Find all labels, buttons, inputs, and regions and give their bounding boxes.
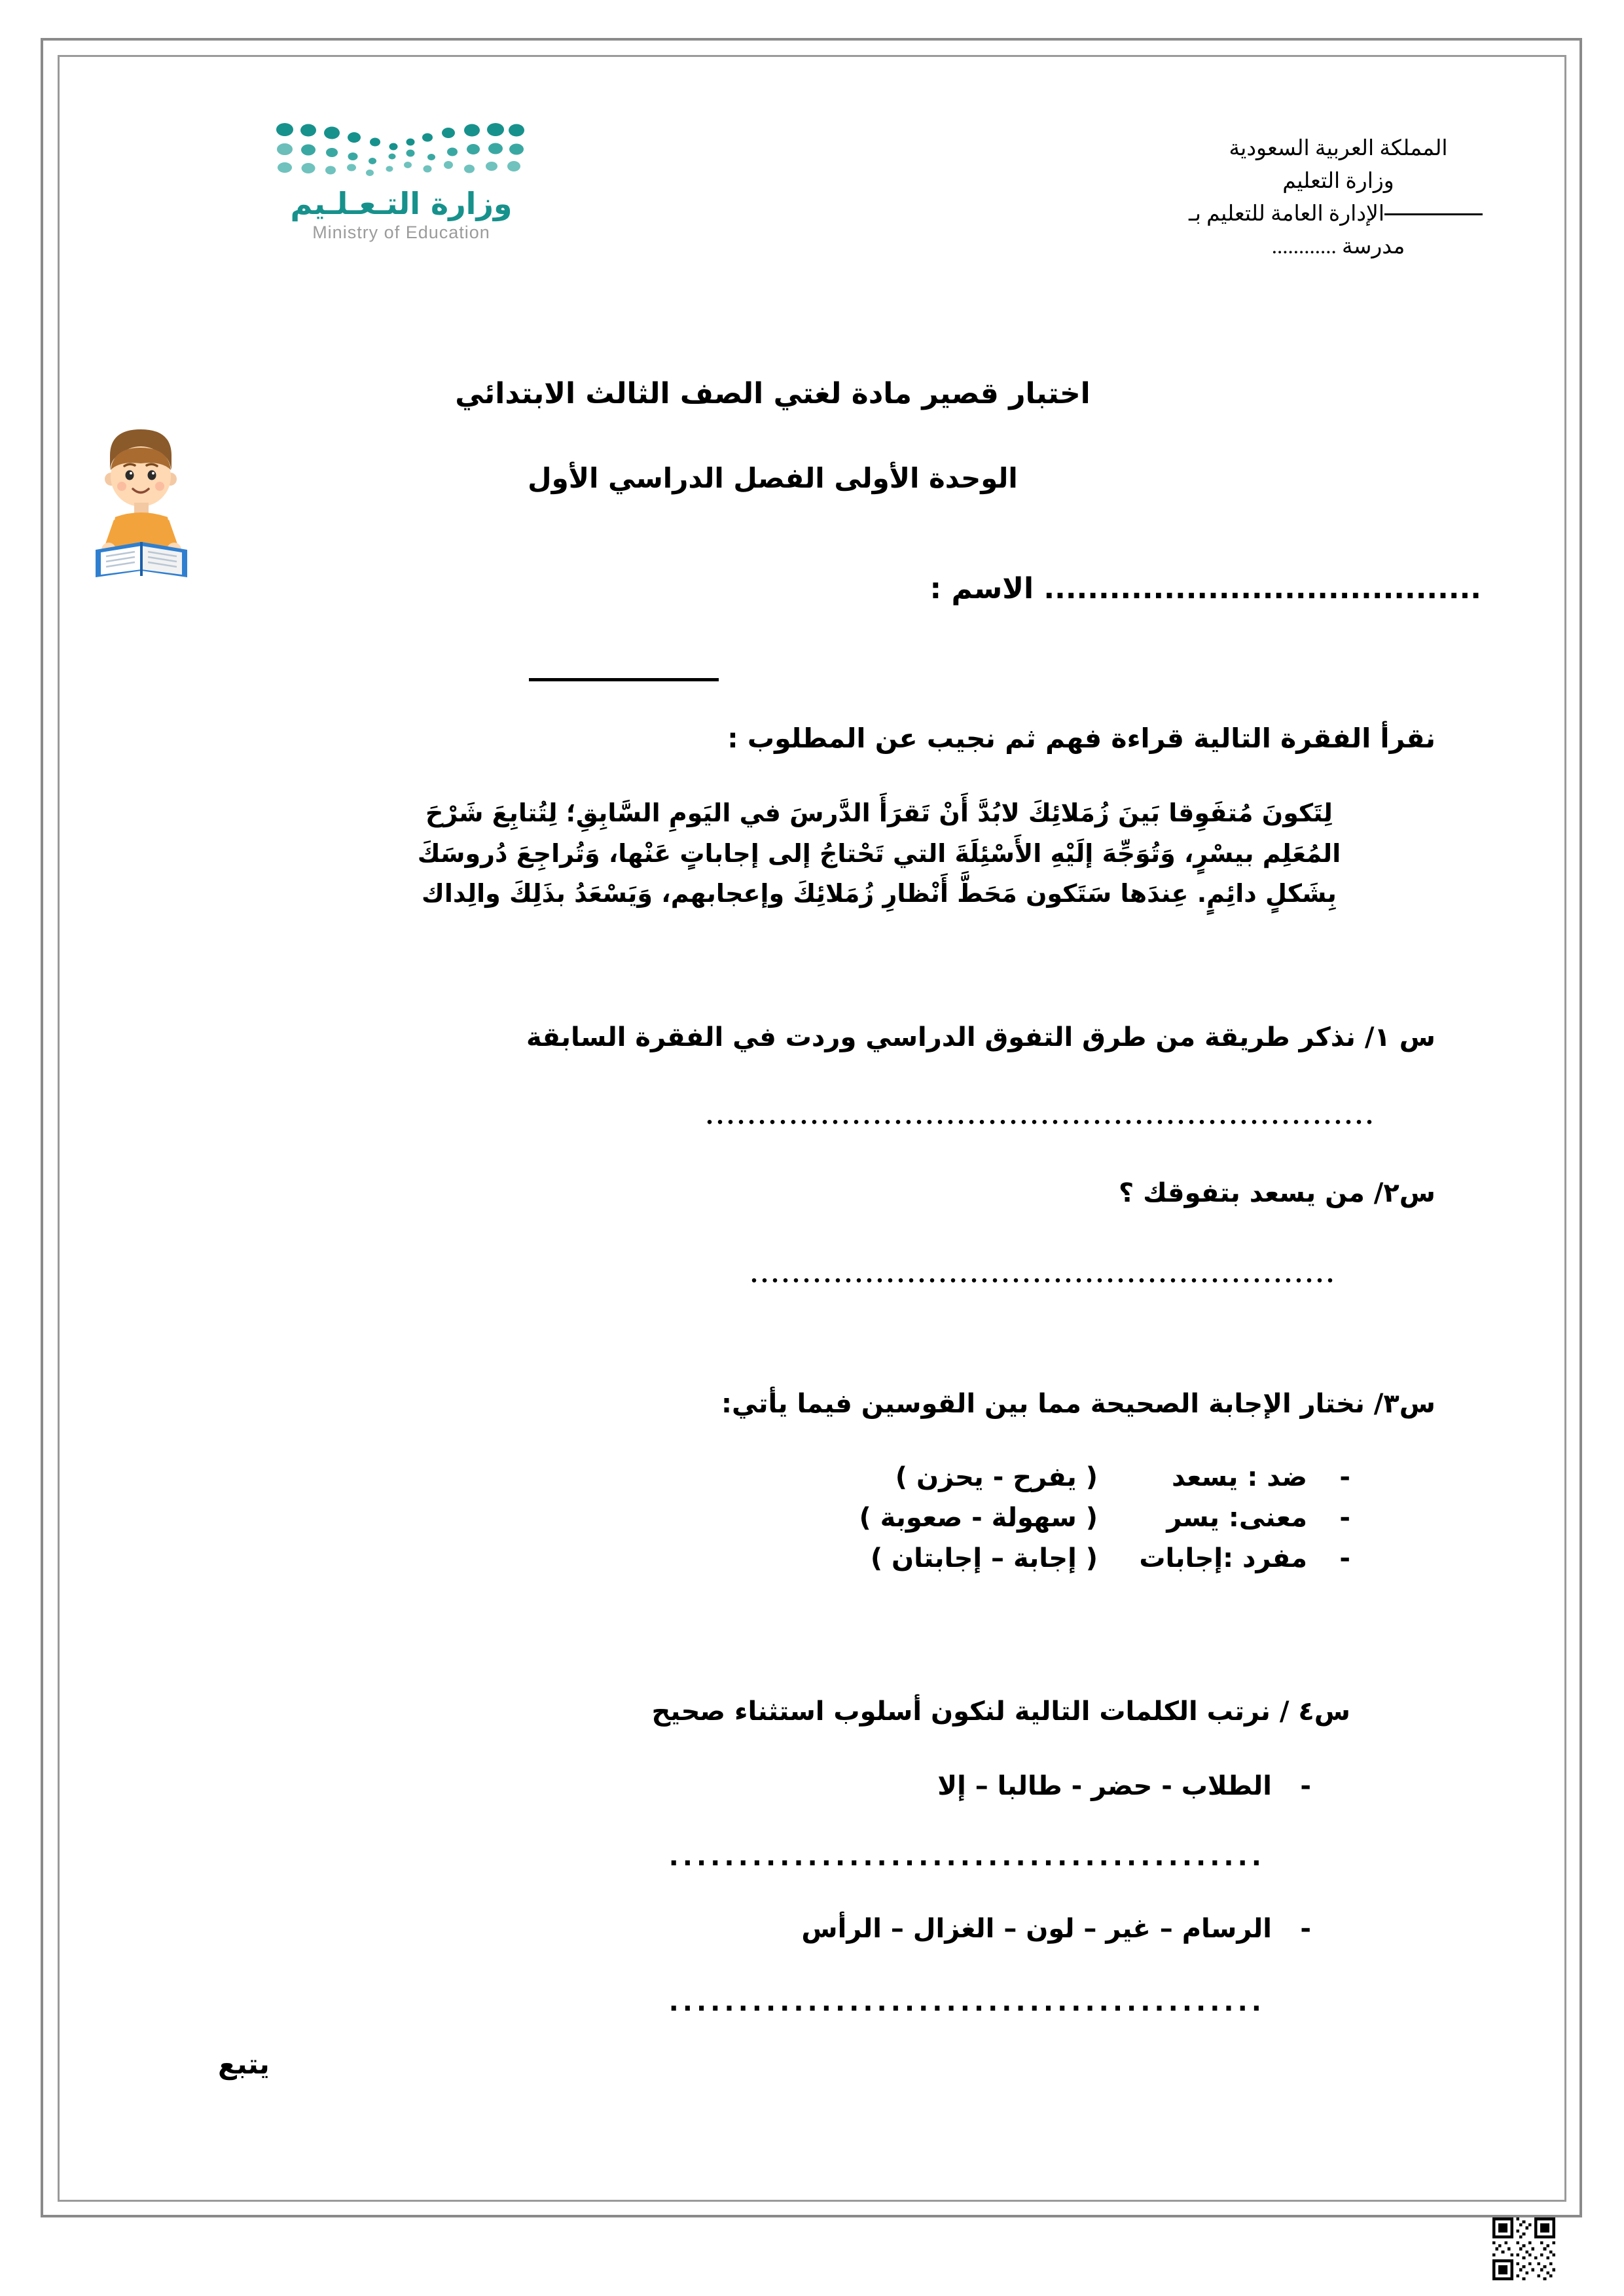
mcq-item[interactable]: [859, 1503, 1350, 1533]
question-3-text: س٣/ نختار الإجابة الصحيحة مما بين القوسين فيما يأتي:: [721, 1389, 1435, 1419]
blank-rule: [1384, 213, 1483, 215]
student-name-blank[interactable]: ........................................: [1043, 572, 1481, 605]
question-4-item-1: [937, 1771, 1311, 1801]
scramble-bullet: -: [1300, 1771, 1311, 1801]
qr-code-icon: [1492, 2217, 1555, 2280]
ministry-of-education-logo: [261, 120, 542, 243]
reading-instruction: نقرأ الفقرة التالية قراءة فهم ثم نجيب عن المطلوب :: [727, 723, 1435, 754]
student-name-label: الاسم :: [929, 572, 1034, 605]
question-2-answer-blank[interactable]: ........................................................: [751, 1259, 1337, 1288]
document-header: [58, 120, 1566, 317]
mcq-bullet: -: [1339, 1462, 1350, 1492]
mcq-stem: ضد : يسعد: [1171, 1462, 1307, 1492]
education-admin-label: الإدارة العامة للتعليم بـ: [1189, 198, 1488, 230]
mcq-stem: معنى: يسر: [1166, 1503, 1307, 1533]
mcq-item[interactable]: [859, 1462, 1350, 1492]
reading-boy-illustration: [72, 422, 209, 582]
reading-passage: [323, 793, 1435, 914]
logo-dots-icon: [270, 120, 532, 181]
ministry-label: وزارة التعليم: [1282, 170, 1394, 194]
continued-note: يتبع: [218, 2048, 270, 2080]
mcq-stem: مفرد :إجابات: [1139, 1543, 1307, 1573]
question-4-item-1-answer-blank[interactable]: ...........................................: [668, 1842, 1265, 1872]
question-4-item-2-answer-blank[interactable]: ...........................................: [668, 1987, 1265, 2017]
mcq-bullet: -: [1339, 1543, 1350, 1573]
scramble-bullet: -: [1300, 1914, 1311, 1944]
section-divider: [529, 678, 719, 681]
mcq-item[interactable]: [859, 1543, 1350, 1573]
question-2-text: س٢/ من يسعد بتفوقك ؟: [1119, 1178, 1435, 1208]
passage-line: لِتَكونَ مُتفَوِقا بَينَ زُمَلائِكَ لابُدَّ أَنْ تَقرَأَ الدَّرسَ في اليَومِ السَّابِقِ؛ لِتُتابِعَ شَرْحَ: [425, 798, 1333, 827]
question-3-choice-list: [859, 1462, 1350, 1584]
exam-subtitle: الوحدة الأولى الفصل الدراسي الأول: [528, 462, 1018, 494]
student-name-field[interactable]: [930, 572, 1481, 605]
question-1-answer-blank[interactable]: ................................................................: [706, 1100, 1377, 1130]
scramble-words: الرسام – غير – لون – الغزال – الرأس: [801, 1914, 1272, 1944]
logo-english-label: Ministry of Education: [312, 223, 490, 242]
passage-line: بِشَكلٍ دائِمٍ. عِندَها سَتَكون مَحَطَّ أَنْظارِ زُمَلائِكَ وإعجابهم، وَيَسْعَدُ بذَلِكَ والِداك: [422, 879, 1337, 908]
mcq-bullet: -: [1339, 1503, 1350, 1533]
scramble-words: الطلاب - حضر - طالبا – إلا: [937, 1771, 1272, 1801]
question-4-text: س٤ / نرتب الكلمات التالية لنكون أسلوب استثناء صحيح: [651, 1696, 1350, 1727]
question-1-text: س ١/ نذكر طريقة من طرق التفوق الدراسي وردت في الفقرة السابقة: [526, 1022, 1435, 1052]
school-info-block: [1189, 132, 1488, 264]
mcq-choices[interactable]: ( سهولة - صعوبة ): [859, 1503, 1098, 1533]
mcq-choices[interactable]: ( إجابة – إجابتان ): [870, 1543, 1098, 1573]
country-label: المملكة العربية السعودية: [1229, 137, 1448, 160]
worksheet-sheet: [58, 55, 1566, 2202]
exam-title: اختبار قصير مادة لغتي الصف الثالث الابتدائي: [455, 377, 1091, 410]
mcq-choices[interactable]: ( يفرح - يحزن ): [895, 1462, 1098, 1492]
logo-arabic-label: وزارة التـعـلـيم: [290, 186, 513, 221]
question-4-item-2: [801, 1914, 1311, 1944]
passage-line: المُعَلِم بيسْرٍ، وَتُوَجِّهَ إلَيْهِ الأَسْئِلَةَ التي تَحْتاجُ إلى إجاباتٍ عَنْها، وَتُراجِعَ دُروسَكَ: [417, 838, 1341, 868]
school-name-label: مدرسة ............: [1271, 235, 1405, 259]
